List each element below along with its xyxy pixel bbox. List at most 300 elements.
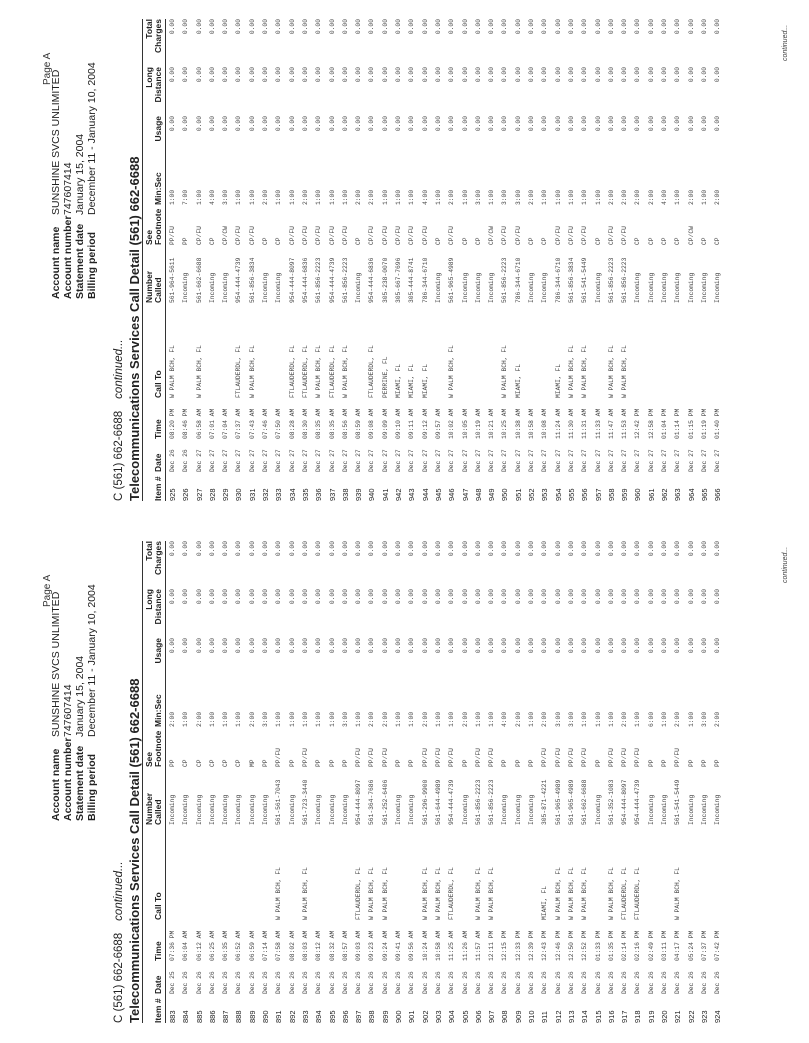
long-distance: 0.00 [474, 589, 482, 605]
table-row [552, 541, 565, 1023]
min-sec: 1:00 [315, 711, 323, 727]
total-charges: 0.00 [554, 19, 562, 35]
item-number: 929 [221, 488, 231, 501]
number-called: 954-444-6836 [301, 257, 309, 303]
usage: 0.00 [714, 638, 722, 654]
total-charges: 0.00 [248, 19, 256, 35]
min-sec: 2:00 [461, 711, 469, 727]
table-row [179, 19, 192, 501]
call-time: 06:52 AM [235, 930, 243, 961]
footnote: PP/FU [567, 748, 575, 767]
table-row [698, 541, 711, 1023]
table-row [498, 19, 511, 501]
footnote: CP [660, 237, 668, 245]
item-number: 910 [527, 1010, 537, 1023]
total-charges: 0.00 [554, 541, 562, 557]
long-distance: 0.00 [660, 589, 668, 605]
call-to: MIAMI, FL [514, 363, 522, 398]
call-to: W PALM BCH, FL [195, 345, 203, 398]
col-item: Item # [145, 994, 166, 1023]
col-long-distance: Long Distance [145, 67, 166, 116]
number-called: 954-444-6836 [368, 257, 376, 303]
number-called: Incoming [647, 272, 655, 303]
call-time: 12:15 PM [501, 930, 509, 961]
table-row [552, 19, 565, 501]
item-number: 943 [407, 488, 417, 501]
call-time: 10:05 AM [461, 408, 469, 439]
item-number: 950 [500, 488, 510, 501]
col-usage: Usage [145, 638, 166, 683]
item-number: 915 [593, 1010, 603, 1023]
min-sec: 1:00 [581, 189, 589, 205]
table-row [445, 541, 458, 1023]
footnote: CP [275, 237, 283, 245]
number-called: Incoming [541, 272, 549, 303]
table-row [392, 541, 405, 1023]
usage: 0.00 [195, 116, 203, 132]
item-number: 937 [327, 488, 337, 501]
col-call-to: Call To [145, 303, 166, 398]
usage: 0.00 [674, 116, 682, 132]
item-number: 886 [207, 1010, 217, 1023]
min-sec: 1:00 [607, 711, 615, 727]
table-row [498, 541, 511, 1023]
long-distance: 0.00 [687, 67, 695, 83]
call-date: Dec 26 [182, 449, 190, 472]
call-date: Dec 26 [395, 971, 403, 994]
item-number: 909 [513, 1010, 523, 1023]
min-sec: 1:00 [488, 189, 496, 205]
call-to [286, 825, 299, 920]
footnote: CP [714, 237, 722, 245]
item-number: 926 [181, 488, 191, 501]
item-number: 887 [221, 1010, 231, 1023]
usage: 0.00 [501, 116, 509, 132]
min-sec: 1:00 [448, 711, 456, 727]
call-date: Dec 27 [488, 449, 496, 472]
footnote: PP [700, 759, 708, 767]
call-date: Dec 26 [581, 971, 589, 994]
usage: 0.00 [594, 116, 602, 132]
header-divider [142, 541, 143, 1023]
call-to: W PALM BCH, FL [581, 867, 589, 920]
call-to: W PALM BCH, FL [607, 867, 615, 920]
item-number: 955 [566, 488, 576, 501]
call-time: 06:35 AM [222, 930, 230, 961]
call-time: 08:35 AM [328, 408, 336, 439]
item-number: 964 [686, 488, 696, 501]
number-called: 305-444-8741 [408, 257, 416, 303]
call-time: 11:33 AM [594, 408, 602, 439]
number-called: Incoming [474, 272, 482, 303]
usage: 0.00 [248, 116, 256, 132]
long-distance: 0.00 [182, 589, 190, 605]
call-time: 07:46 AM [262, 408, 270, 439]
number-called: Incoming [355, 272, 363, 303]
call-date: Dec 27 [634, 449, 642, 472]
call-to: FTLAUDERDL, FL [328, 345, 336, 398]
number-called: Incoming [660, 794, 668, 825]
total-charges: 0.00 [607, 541, 615, 557]
call-time: 09:08 AM [368, 408, 376, 439]
call-date: Dec 27 [434, 449, 442, 472]
call-date: Dec 27 [235, 449, 243, 472]
call-time: 07:04 AM [222, 408, 230, 439]
footnote: CP/FU [315, 226, 323, 245]
number-called: Incoming [660, 272, 668, 303]
long-distance: 0.00 [687, 589, 695, 605]
number-called: Incoming [461, 794, 469, 825]
call-date: Dec 27 [714, 449, 722, 472]
total-charges: 0.00 [368, 19, 376, 35]
min-sec: 1:00 [182, 711, 190, 727]
usage: 0.00 [235, 638, 243, 654]
item-number: 962 [659, 488, 669, 501]
usage: 0.00 [714, 116, 722, 132]
table-row [299, 541, 312, 1023]
call-time: 10:58 AM [528, 408, 536, 439]
call-to [312, 825, 325, 920]
long-distance: 0.00 [541, 589, 549, 605]
page-label: Page A [42, 574, 53, 607]
table-row [232, 541, 245, 1023]
item-number: 934 [287, 488, 297, 501]
table-row [445, 19, 458, 501]
number-called: Incoming [408, 794, 416, 825]
call-date: Dec 27 [567, 449, 575, 472]
footnote: CP/FU [235, 226, 243, 245]
min-sec: 2:00 [674, 711, 682, 727]
total-charges: 0.00 [474, 19, 482, 35]
footnote: PP [594, 759, 602, 767]
call-date: Dec 26 [421, 971, 429, 994]
call-time: 06:04 AM [182, 930, 190, 961]
item-number: 936 [314, 488, 324, 501]
min-sec: 1:00 [235, 189, 243, 205]
continued-footer: continued... [782, 546, 789, 583]
total-charges: 0.00 [647, 541, 655, 557]
number-called: 954-444-4739 [328, 257, 336, 303]
footnote: PP/FU [541, 748, 549, 767]
item-number: 959 [620, 488, 630, 501]
usage: 0.00 [581, 638, 589, 654]
table-row [379, 541, 392, 1023]
call-to: W PALM BCH, FL [169, 345, 176, 398]
item-number: 896 [340, 1010, 350, 1023]
min-sec: 1:00 [408, 711, 416, 727]
item-number: 912 [553, 1010, 563, 1023]
number-called: 561-644-4989 [434, 779, 442, 825]
total-charges: 0.00 [421, 19, 429, 35]
total-charges: 0.00 [208, 541, 216, 557]
total-charges: 0.00 [315, 19, 323, 35]
min-sec: 1:00 [208, 711, 216, 727]
long-distance: 0.00 [395, 67, 403, 83]
footnote: CP/FU [395, 226, 403, 245]
usage: 0.00 [474, 638, 482, 654]
call-to: W PALM BCH, FL [315, 345, 323, 398]
long-distance: 0.00 [288, 589, 296, 605]
table-row [711, 541, 724, 1023]
number-called: Incoming [262, 794, 270, 825]
call-time: 01:14 PM [674, 408, 682, 439]
service-header [113, 861, 125, 1023]
total-charges: 0.00 [182, 19, 190, 35]
item-number: 938 [340, 488, 350, 501]
long-distance: 0.00 [434, 67, 442, 83]
total-charges: 0.00 [262, 541, 270, 557]
call-time: 08:20 PM [169, 408, 176, 439]
call-to [592, 825, 605, 920]
usage: 0.00 [248, 638, 256, 654]
number-called: Incoming [208, 272, 216, 303]
table-row [272, 541, 285, 1023]
table-row [578, 541, 591, 1023]
long-distance: 0.00 [208, 589, 216, 605]
min-sec: 1:00 [660, 711, 668, 727]
call-to [339, 825, 352, 920]
min-sec: 2:00 [528, 189, 536, 205]
long-distance: 0.00 [621, 589, 629, 605]
call-to [645, 825, 658, 920]
call-date: Dec 26 [594, 971, 602, 994]
footnote: PP [501, 759, 509, 767]
long-distance: 0.00 [288, 67, 296, 83]
call-to: FTLAUDERDL, FL [634, 867, 642, 920]
call-to: FTLAUDERDL, FL [368, 345, 376, 398]
table-row [565, 541, 578, 1023]
min-sec: 1:00 [408, 189, 416, 205]
billing-period-label: Billing period [86, 231, 98, 299]
footnote: CP [355, 237, 363, 245]
call-to: W PALM BCH, FL [248, 345, 256, 398]
usage: 0.00 [288, 116, 296, 132]
long-distance: 0.00 [381, 67, 389, 83]
min-sec: 1:00 [528, 711, 536, 727]
number-called: Incoming [195, 794, 203, 825]
number-called: 561-252-6406 [381, 779, 389, 825]
call-time: 10:02 AM [448, 408, 456, 439]
total-charges: 0.00 [528, 541, 536, 557]
min-sec: 3:00 [514, 189, 522, 205]
call-date: Dec 26 [222, 971, 230, 994]
item-number: 919 [646, 1010, 656, 1023]
number-called: 561-662-6688 [581, 779, 589, 825]
number-called: Incoming [488, 272, 496, 303]
total-charges: 0.00 [581, 541, 589, 557]
call-time: 11:31 AM [581, 408, 589, 439]
long-distance: 0.00 [381, 589, 389, 605]
table-row [232, 19, 245, 501]
table-row [538, 19, 551, 501]
call-time: 02:49 PM [647, 930, 655, 961]
item-number: 961 [646, 488, 656, 501]
item-number: 960 [633, 488, 643, 501]
usage: 0.00 [541, 116, 549, 132]
col-footnote: See Footnote [145, 727, 166, 767]
usage: 0.00 [461, 638, 469, 654]
total-charges: 0.00 [169, 541, 176, 557]
usage: 0.00 [328, 638, 336, 654]
long-distance: 0.00 [248, 67, 256, 83]
item-number: 885 [194, 1010, 204, 1023]
number-called: Incoming [687, 794, 695, 825]
min-sec: 1:00 [554, 189, 562, 205]
usage: 0.00 [660, 638, 668, 654]
long-distance: 0.00 [408, 67, 416, 83]
call-time: 09:10 AM [395, 408, 403, 439]
usage: 0.00 [501, 638, 509, 654]
long-distance: 0.00 [700, 589, 708, 605]
min-sec: 2:00 [647, 189, 655, 205]
item-number: 923 [699, 1010, 709, 1023]
call-date: Dec 27 [621, 449, 629, 472]
call-time: 08:57 AM [341, 930, 349, 961]
total-charges: 0.00 [501, 541, 509, 557]
number-called: Incoming [169, 794, 176, 825]
min-sec: 2:00 [714, 711, 722, 727]
item-number: 904 [447, 1010, 457, 1023]
usage: 0.00 [528, 638, 536, 654]
min-sec: 1:00 [395, 189, 403, 205]
min-sec: 2:00 [301, 189, 309, 205]
long-distance: 0.00 [514, 67, 522, 83]
call-time: 07:42 PM [714, 930, 722, 961]
long-distance: 0.00 [700, 67, 708, 83]
min-sec: 3:00 [222, 189, 230, 205]
service-number: (561) 662-6688 [113, 410, 125, 490]
call-time: 12:11 PM [488, 930, 496, 961]
footnote: CP [222, 759, 230, 767]
item-number: 965 [699, 488, 709, 501]
table-row [259, 19, 272, 501]
usage: 0.00 [208, 638, 216, 654]
call-time: 07:58 AM [275, 930, 283, 961]
min-sec: 2:00 [621, 189, 629, 205]
min-sec: 3:00 [700, 711, 708, 727]
call-time: 01:15 PM [687, 408, 695, 439]
call-time: 08:59 AM [355, 408, 363, 439]
call-time: 08:28 AM [288, 408, 296, 439]
min-sec: 1:00 [275, 711, 283, 727]
number-called: Incoming [700, 272, 708, 303]
total-charges: 0.00 [381, 541, 389, 557]
footnote: CP/FU [368, 226, 376, 245]
total-charges: 0.00 [501, 19, 509, 35]
call-date: Dec 27 [461, 449, 469, 472]
call-date: Dec 26 [541, 971, 549, 994]
number-called: 305-871-4221 [541, 779, 549, 825]
number-called: 954-444-4739 [235, 257, 243, 303]
total-charges: 0.00 [621, 19, 629, 35]
call-to: FTLAUDERDL, FL [301, 345, 309, 398]
item-number: 933 [274, 488, 284, 501]
number-called: Incoming [634, 272, 642, 303]
usage: 0.00 [368, 638, 376, 654]
min-sec: 1:00 [634, 711, 642, 727]
min-sec: 2:00 [248, 711, 256, 727]
number-called: 305-238-0070 [381, 257, 389, 303]
footnote: PP/FU [474, 748, 482, 767]
footnote: CP/FU [567, 226, 575, 245]
call-to: FTLAUDERDL, FL [448, 867, 456, 920]
min-sec: 2:00 [262, 189, 270, 205]
number-called: 561-965-4989 [554, 779, 562, 825]
long-distance: 0.00 [488, 67, 496, 83]
usage: 0.00 [687, 116, 695, 132]
table-row [671, 541, 684, 1023]
number-called: 954-444-8097 [621, 779, 629, 825]
footnote: CP/FU [381, 226, 389, 245]
table-row [711, 19, 724, 501]
number-called: 954-444-4739 [448, 779, 456, 825]
number-called: 561-965-4989 [567, 779, 575, 825]
col-date: Date [145, 961, 166, 994]
billing-period-row [86, 584, 98, 821]
number-called: 561-856-2223 [607, 257, 615, 303]
table-row [685, 19, 698, 501]
total-charges: 0.00 [448, 541, 456, 557]
item-number: 892 [287, 1010, 297, 1023]
number-called: Incoming [700, 794, 708, 825]
long-distance: 0.00 [341, 67, 349, 83]
item-number: 920 [659, 1010, 669, 1023]
footnote: PP [169, 759, 176, 767]
usage: 0.00 [182, 638, 190, 654]
call-time: 07:37 PM [700, 930, 708, 961]
call-time: 10:21 AM [488, 408, 496, 439]
usage: 0.00 [607, 116, 615, 132]
call-time: 01:33 PM [594, 930, 602, 961]
footnote: CP [634, 237, 642, 245]
call-time: 07:37 AM [235, 408, 243, 439]
min-sec: 2:00 [355, 189, 363, 205]
call-to: W PALM BCH, FL [581, 345, 589, 398]
long-distance: 0.00 [448, 67, 456, 83]
min-sec: 1:00 [328, 189, 336, 205]
table-row [272, 19, 285, 501]
min-sec: 1:00 [169, 189, 176, 205]
footnote: PP/FU [381, 748, 389, 767]
account-name-value: SUNSHINE SVCS UNLIMITED [50, 591, 62, 737]
call-date: Dec 26 [235, 971, 243, 994]
call-date: Dec 27 [554, 449, 562, 472]
call-to [193, 825, 206, 920]
number-called: 561-856-2223 [501, 257, 509, 303]
call-to: W PALM BCH, FL [448, 345, 456, 398]
item-number: 898 [367, 1010, 377, 1023]
account-number-label: Account number [62, 737, 74, 821]
table-row [286, 541, 299, 1023]
footnote: CP/CW [222, 226, 230, 245]
long-distance: 0.00 [714, 67, 722, 83]
footnote: CP/FU [554, 226, 562, 245]
min-sec: 3:00 [474, 189, 482, 205]
footnote: CP [647, 237, 655, 245]
table-row [166, 541, 180, 1023]
call-date: Dec 27 [700, 449, 708, 472]
item-number: 903 [433, 1010, 443, 1023]
min-sec: 4:00 [421, 189, 429, 205]
number-called: Incoming [714, 794, 722, 825]
min-sec: 2:00 [381, 711, 389, 727]
long-distance: 0.00 [355, 589, 363, 605]
call-to [698, 303, 711, 398]
usage: 0.00 [567, 638, 575, 654]
usage: 0.00 [222, 638, 230, 654]
total-charges: 0.00 [222, 541, 230, 557]
number-called: Incoming [395, 794, 403, 825]
